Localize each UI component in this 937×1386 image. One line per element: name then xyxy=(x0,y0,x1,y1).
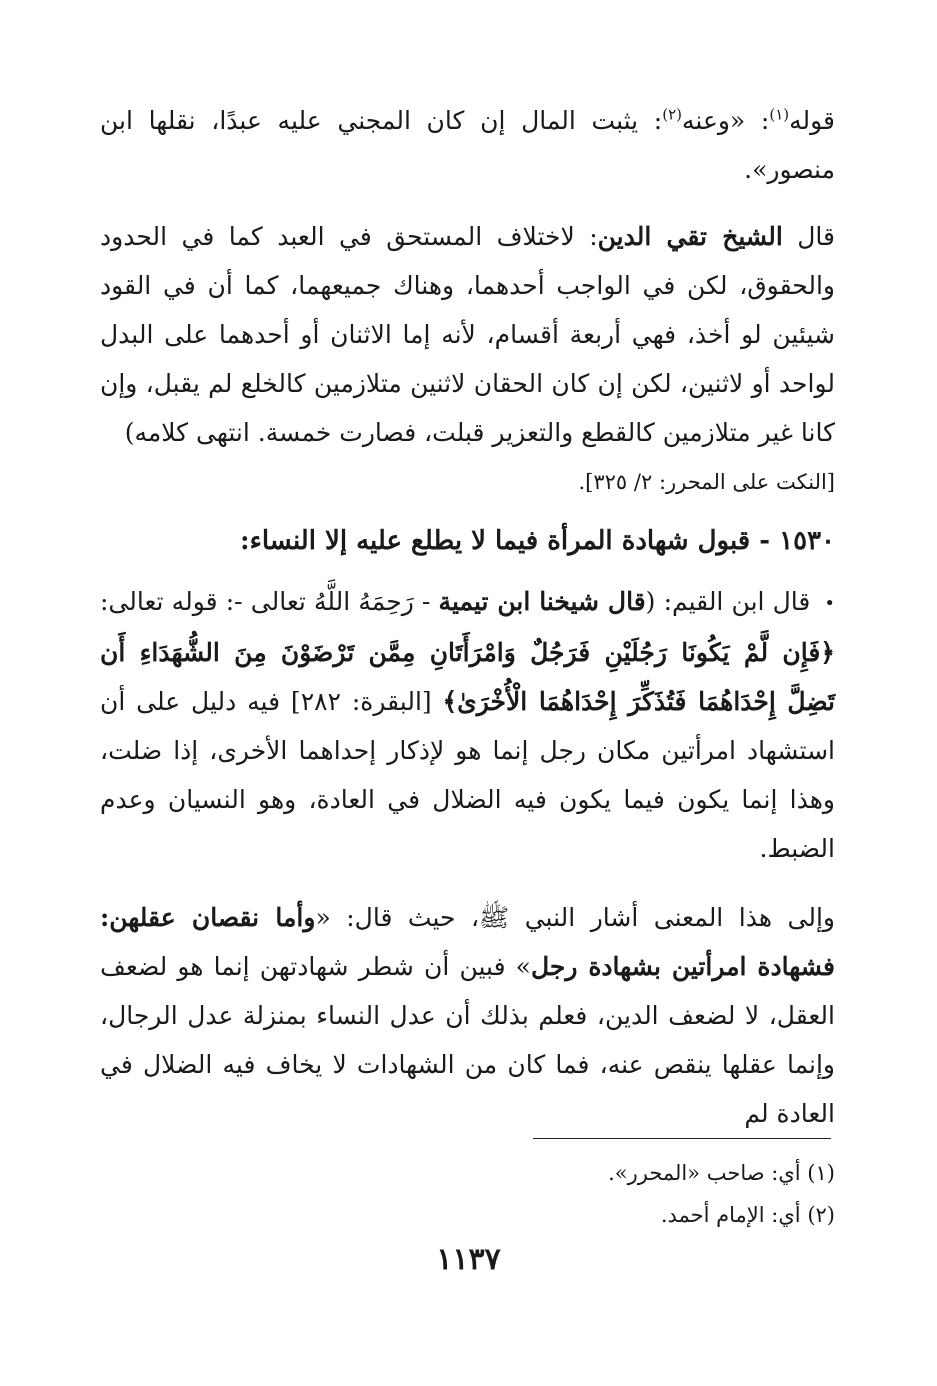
hadith-quote: وأما نقصان عقلهن: فشهادة امرأتين بشهادة رجل xyxy=(100,903,835,981)
source-citation: [النكت على المحرر: ٢/ ٣٢٥]. xyxy=(578,470,835,494)
text-segment: قال xyxy=(782,222,835,251)
text-segment: فيه دليل على أن استشهاد امرأتين مكان رجل إنما هو لإذكار إحداهما الأخرى، إذا ضلت، وهذا إنما يكون فيما يكون فيه الضلال في العادة، وهو النسيان وعدم الضبط. xyxy=(100,687,835,863)
text-segment: : يثبت المال إن كان المجني عليه عبدًا، نقلها ابن منصور». xyxy=(100,106,835,184)
footnote-divider xyxy=(533,1138,831,1139)
scholar-name: الشيخ تقي الدين xyxy=(597,222,783,251)
footnote-ref-1[interactable]: (١) xyxy=(769,105,790,124)
paragraph-3 xyxy=(100,577,835,873)
text-segment: - رَحِمَهُ اللَّهُ تعالى -: قوله تعالى: xyxy=(100,587,439,616)
footnotes xyxy=(100,1152,835,1236)
bullet-icon: • xyxy=(824,593,835,614)
section-heading: ١٥٣٠ - قبول شهادة المرأة فيما لا يطلع عليه إلا النساء: xyxy=(240,526,835,556)
page-number: ١١٣٧ xyxy=(436,1242,501,1277)
text-segment: : لاختلاف المستحق في العبد كما في الحدود والحقوق، لكن في الواجب أحدهما، وهناك جميعهما، كما أن في القود شيئين لو أخذ، فهي أربعة أقسام، لأنه إما الاثنان أو أحدهما على البدل لواحد أو لاثنين، لكن إن كان الحقان لاثنين متلازمين كالخلع لم يقبل، وإن كانا غير متلازمين كالقطع والتعزير قبلت، فصارت خمسة. انتهى كلامه) xyxy=(100,222,835,447)
text-segment: : «وعنه xyxy=(682,106,770,135)
footnote-ref-2[interactable]: (٢) xyxy=(662,105,682,124)
verse-reference: [البقرة: ٢٨٢] xyxy=(280,687,443,716)
paragraph-1 xyxy=(100,96,835,194)
text-segment: وإلى هذا المعنى أشار النبي ﷺ، حيث قال: « xyxy=(315,903,835,932)
footnote-1: (١) أي: صاحب «المحرر». xyxy=(608,1161,835,1185)
footnote-2: (٢) أي: الإمام أحمد. xyxy=(660,1203,835,1227)
page-body xyxy=(100,96,835,1154)
paragraph-4 xyxy=(100,893,835,1138)
text-segment: قال ابن القيم: ( xyxy=(645,587,811,616)
text-segment: قوله xyxy=(789,106,835,135)
text-segment: » فبين أن شطر شهادتهن إنما هو لضعف العقل، لا لضعف الدين، فعلم بذلك أن عدل النساء بمنزلة عدل الرجال، وإنما عقلها ينقص عنه، فما كان من الشهادات لا يخاف فيه الضلال في العادة لم xyxy=(100,952,835,1128)
quoted-scholar: قال شيخنا ابن تيمية xyxy=(438,587,646,616)
quran-verse: ﴿فَإِن لَّمْ يَكُونَا رَجُلَيْنِ فَرَجُلٌ وَامْرَأَتَانِ مِمَّن تَرْضَوْنَ مِنَ الشُّهَدَاءِ أَن تَضِلَّ إِحْدَاهُمَا فَتُذَكِّرَ إِحْدَاهُمَا الْأُخْرَىٰ﴾ xyxy=(100,638,836,716)
paragraph-2 xyxy=(100,212,835,457)
